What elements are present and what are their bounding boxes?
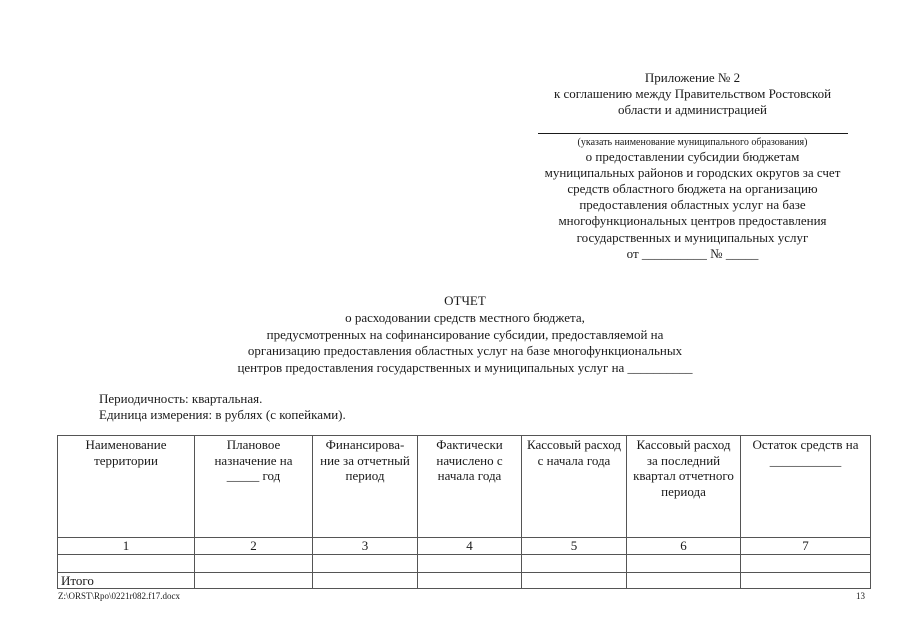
appendix-line: о предоставлении субсидии бюджетам [585, 148, 800, 164]
blank-line [538, 125, 848, 134]
column-number-row [58, 538, 871, 555]
report-subtitle-line: центров предоставления государственных и муниципальных услуг на __________ [237, 360, 693, 376]
column-header: Остаток средств на ___________ [741, 436, 871, 538]
table-total-row [58, 572, 871, 589]
column-number: 3 [313, 538, 418, 555]
appendix-line: предоставления областных услуг на базе [579, 197, 806, 213]
report-heading [130, 293, 800, 377]
column-header: Кассовый расход с начала года [522, 436, 627, 538]
appendix-line: средств областного бюджета на организацию [567, 181, 818, 197]
column-number: 1 [58, 538, 195, 555]
table-cell [522, 572, 627, 589]
table-cell [313, 554, 418, 572]
column-number: 2 [195, 538, 313, 555]
table-header-row [58, 436, 871, 538]
appendix-line: области и администрацией [618, 102, 767, 118]
appendix-line: государственных и муниципальных услуг [576, 229, 809, 245]
column-number: 4 [418, 538, 522, 555]
table-cell [522, 554, 627, 572]
periodicity: Периодичность: квартальная. [99, 391, 263, 406]
footer-page-number: 13 [856, 591, 865, 601]
table-cell [195, 572, 313, 589]
column-header: Плановое назначение на _____ год [195, 436, 313, 538]
appendix-line: многофункциональных центров предоставления [558, 213, 827, 229]
report-title: ОТЧЕТ [444, 293, 486, 308]
table-cell [58, 554, 195, 572]
table-cell [741, 554, 871, 572]
column-header: Кассовый расход за последний квартал отчетного периода [627, 436, 741, 538]
footer-file-path: Z:\ORST\Rpo\0221r082.f17.docx [58, 591, 180, 601]
column-header: Финансирова-ние за отчетный период [313, 436, 418, 538]
appendix-block [505, 70, 880, 262]
total-label: Итого [58, 572, 195, 589]
column-header: Наименование территории [58, 436, 195, 538]
appendix-date-number: от __________ № _____ [626, 245, 759, 261]
column-number: 7 [741, 538, 871, 555]
table-cell [741, 572, 871, 589]
report-subtitle-line: о расходовании средств местного бюджета, [345, 309, 585, 325]
table-cell [627, 554, 741, 572]
table-cell [195, 554, 313, 572]
report-table [57, 435, 871, 589]
report-subtitle-line: организацию предоставления областных услуг на базе многофункциональных [247, 343, 683, 359]
table-cell [418, 554, 522, 572]
report-meta [99, 391, 346, 423]
appendix-line: к соглашению между Правительством Ростовской [553, 86, 832, 102]
report-subtitle-line: предусмотренных на софинансирование субсидии, предоставляемой на [266, 326, 664, 342]
appendix-line: муниципальных районов и городских округов за счет [544, 164, 841, 180]
column-header: Фактически начислено с начала года [418, 436, 522, 538]
table-row [58, 554, 871, 572]
appendix-hint: (указать наименование муниципального образования) [577, 136, 808, 148]
table-cell [627, 572, 741, 589]
unit-of-measure: Единица измерения: в рублях (с копейками). [99, 407, 346, 422]
appendix-title: Приложение № 2 [644, 70, 741, 85]
column-number: 6 [627, 538, 741, 555]
table-cell [313, 572, 418, 589]
table-cell [418, 572, 522, 589]
column-number: 5 [522, 538, 627, 555]
